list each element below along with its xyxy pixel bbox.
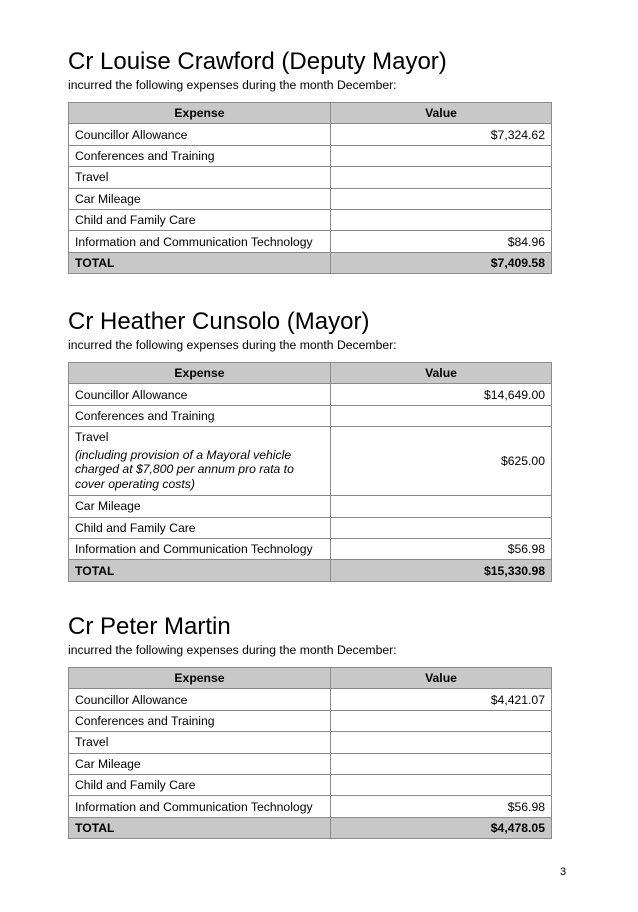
value-column-header: Value — [331, 103, 552, 124]
councillor-section-cunsolo — [68, 306, 551, 582]
councillor-name-heading: Cr Peter Martin — [68, 613, 231, 640]
total-row — [69, 560, 552, 581]
table-row — [69, 774, 552, 795]
expense-value: $14,649.00 — [331, 384, 552, 405]
value-column-header: Value — [331, 668, 552, 689]
councillor-section-crawford — [68, 46, 551, 274]
expense-value — [331, 145, 552, 166]
councillor-name-heading: Cr Louise Crawford (Deputy Mayor) — [68, 48, 447, 75]
value-column-header: Value — [331, 363, 552, 384]
expense-value: $7,324.62 — [331, 124, 552, 145]
section-subtitle: incurred the following expenses during the month December: — [68, 338, 397, 352]
total-value: $15,330.98 — [331, 560, 552, 581]
page-number: 3 — [560, 866, 567, 878]
table-row — [69, 167, 552, 188]
expense-label: Conferences and Training — [69, 710, 331, 731]
table-row — [69, 124, 552, 145]
expense-label: Councillor Allowance — [69, 689, 331, 710]
expense-label: Information and Communication Technology — [69, 538, 331, 559]
expense-label: Conferences and Training — [69, 405, 331, 426]
table-row — [69, 496, 552, 517]
expense-label: Child and Family Care — [69, 209, 331, 230]
councillor-section-martin — [68, 611, 551, 839]
expenses-table — [68, 102, 552, 274]
expense-value — [331, 167, 552, 188]
expense-value — [331, 710, 552, 731]
expense-label: Travel — [69, 167, 331, 188]
table-row — [69, 209, 552, 230]
total-value: $4,478.05 — [331, 817, 552, 838]
expense-value: $4,421.07 — [331, 689, 552, 710]
section-subtitle: incurred the following expenses during the month December: — [68, 78, 397, 92]
table-header-row — [69, 668, 552, 689]
section-subtitle: incurred the following expenses during the month December: — [68, 643, 397, 657]
expenses-table — [68, 667, 552, 839]
expense-label: Councillor Allowance — [69, 124, 331, 145]
expense-label: Car Mileage — [69, 753, 331, 774]
expense-value — [331, 405, 552, 426]
table-row — [69, 538, 552, 559]
expense-value — [331, 774, 552, 795]
expense-label: Travel — [69, 732, 331, 753]
table-row — [69, 732, 552, 753]
expense-label: Car Mileage — [69, 496, 331, 517]
expense-value — [331, 732, 552, 753]
total-label: TOTAL — [69, 560, 331, 581]
expense-label: Conferences and Training — [69, 145, 331, 166]
expense-value — [331, 188, 552, 209]
expense-label: Child and Family Care — [69, 774, 331, 795]
total-row — [69, 817, 552, 838]
table-header-row — [69, 363, 552, 384]
table-row — [69, 384, 552, 405]
expense-note: (including provision of a Mayoral vehicle charged at $7,800 per annum pro rata to cover operating costs) — [75, 447, 294, 491]
table-row — [69, 710, 552, 731]
expense-value: $84.96 — [331, 231, 552, 252]
expenses-table — [68, 362, 552, 582]
expense-label-with-note — [69, 427, 331, 496]
expense-column-header: Expense — [69, 103, 331, 124]
table-row — [69, 145, 552, 166]
table-row — [69, 753, 552, 774]
expense-column-header: Expense — [69, 363, 331, 384]
table-row — [69, 405, 552, 426]
expense-value — [331, 753, 552, 774]
expense-label: Information and Communication Technology — [69, 231, 331, 252]
total-label: TOTAL — [69, 817, 331, 838]
total-row — [69, 252, 552, 273]
expense-value: $625.00 — [331, 427, 552, 496]
total-label: TOTAL — [69, 252, 331, 273]
table-row — [69, 188, 552, 209]
expense-label: Information and Communication Technology — [69, 796, 331, 817]
expense-value: $56.98 — [331, 538, 552, 559]
expense-value — [331, 209, 552, 230]
total-value: $7,409.58 — [331, 252, 552, 273]
expense-label: Councillor Allowance — [69, 384, 331, 405]
expense-label: Car Mileage — [69, 188, 331, 209]
expense-value: $56.98 — [331, 796, 552, 817]
table-row — [69, 231, 552, 252]
table-header-row — [69, 103, 552, 124]
table-row — [69, 796, 552, 817]
councillor-name-heading: Cr Heather Cunsolo (Mayor) — [68, 308, 370, 335]
expense-value — [331, 496, 552, 517]
table-row — [69, 689, 552, 710]
table-row — [69, 517, 552, 538]
expense-column-header: Expense — [69, 668, 331, 689]
table-row — [69, 427, 552, 496]
expense-label: Child and Family Care — [69, 517, 331, 538]
expense-label: Travel — [75, 430, 109, 445]
expense-value — [331, 517, 552, 538]
